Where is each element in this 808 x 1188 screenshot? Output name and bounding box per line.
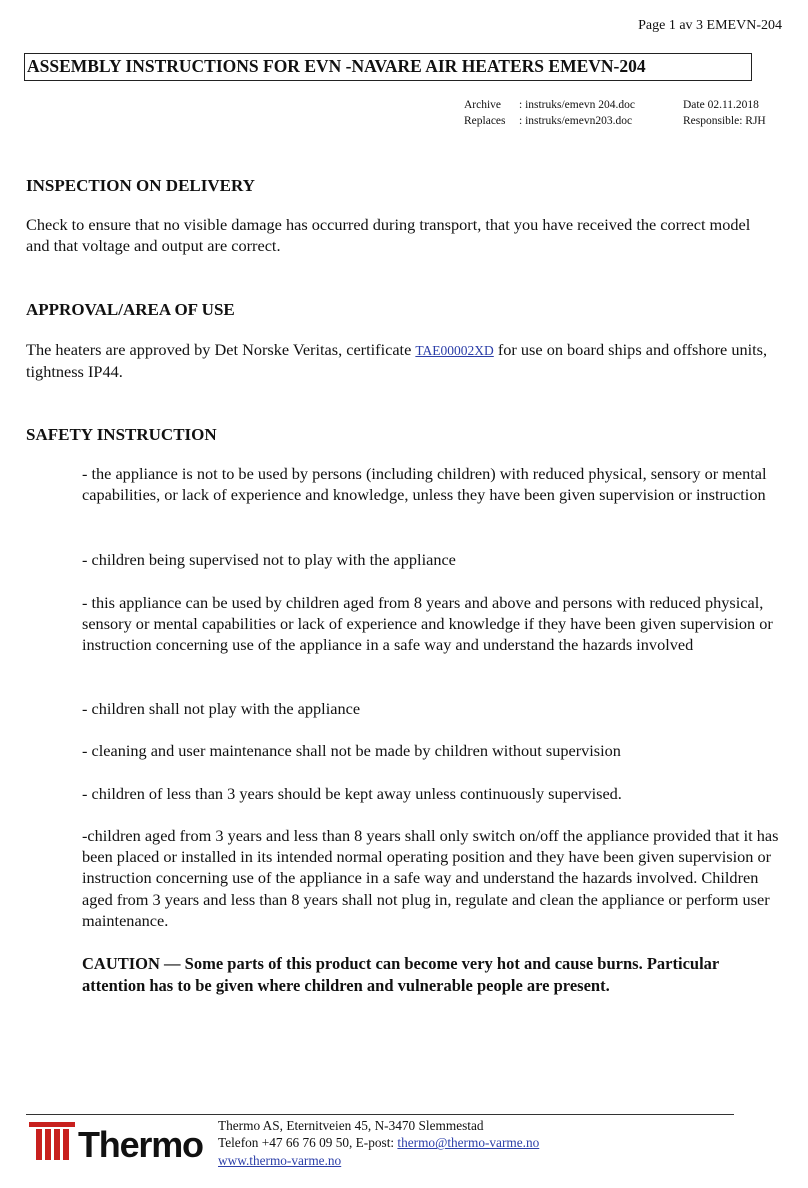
contact-line bbox=[218, 1134, 539, 1151]
approval-text bbox=[26, 339, 786, 382]
replaces-label: Replaces bbox=[464, 115, 506, 127]
logo-text: Thermo bbox=[78, 1124, 203, 1162]
website-link[interactable]: www.thermo-varme.no bbox=[218, 1152, 342, 1168]
document-title: ASSEMBLY INSTRUCTIONS FOR EVN -NAVARE AIR HEATERS EMEVN-204 bbox=[24, 53, 752, 81]
approval-heading: APPROVAL/AREA OF USE bbox=[26, 300, 235, 319]
safety-item: - children shall not play with the appliance bbox=[82, 699, 361, 718]
company-address: Thermo AS, Eternitveien 45, N-3470 Slemmestad bbox=[218, 1118, 484, 1133]
inspection-heading: INSPECTION ON DELIVERY bbox=[26, 176, 255, 195]
footer-divider bbox=[26, 1114, 734, 1115]
replaces-value: : instruks/emevn203.doc bbox=[519, 115, 633, 127]
archive-meta bbox=[464, 97, 635, 129]
safety-item: - children of less than 3 years should be kept away unless continuously supervised. bbox=[82, 784, 622, 803]
archive-value: : instruks/emevn 204.doc bbox=[519, 99, 635, 111]
caution-notice: CAUTION — Some parts of this product can become very hot and cause burns. Particular attention has to be given where children and vulnerable people are present. bbox=[82, 954, 719, 995]
email-link[interactable]: thermo@thermo-varme.no bbox=[397, 1135, 540, 1151]
responsible-value: Responsible: RJH bbox=[683, 115, 766, 127]
footer-contact bbox=[218, 1117, 539, 1169]
safety-item: - cleaning and user maintenance shall not be made by children without supervision bbox=[82, 741, 621, 760]
safety-item: -children aged from 3 years and less than 8 years shall only switch on/off the appliance provided that it has been placed or installed in its intended normal operating position and they have been given supervision or instruction concerning use of the appliance in a safe way and understand the hazards involved. Children aged from 3 years and less than 8 years shall not plug in, regulate and clean the appliance or perform user maintenance. bbox=[82, 826, 779, 930]
certificate-link[interactable]: TAE00002XD bbox=[415, 343, 494, 358]
date-value: Date 02.11.2018 bbox=[683, 99, 759, 111]
approval-text-after: for use on board ships and offshore units, tightness IP44. bbox=[26, 340, 768, 382]
thermo-logo bbox=[28, 1120, 210, 1162]
date-meta bbox=[683, 97, 766, 129]
page-number: Page 1 av 3 EMEVN-204 bbox=[638, 18, 782, 33]
inspection-text: Check to ensure that no visible damage has occurred during transport, that you have received the correct model and that voltage and output are correct. bbox=[26, 215, 751, 256]
safety-heading: SAFETY INSTRUCTION bbox=[26, 425, 217, 444]
safety-item: - this appliance can be used by children aged from 8 years and above and persons with reduced physical, sensory or mental capabilities or lack of experience and knowledge if they have been given supervision or instruction concerning use of the appliance in a safe way and understand the hazards involved bbox=[82, 593, 773, 655]
safety-item: - the appliance is not to be used by persons (including children) with reduced physical, sensory or mental capabilities, or lack of experience and knowledge, unless they have been given supervision or instruction bbox=[82, 464, 767, 505]
archive-label: Archive bbox=[464, 99, 502, 111]
safety-item: - children being supervised not to play with the appliance bbox=[82, 550, 456, 569]
phone-text: Telefon +47 66 76 09 50, E-post: bbox=[218, 1135, 398, 1151]
approval-text-before: The heaters are approved by Det Norske Veritas, certificate bbox=[26, 340, 416, 359]
